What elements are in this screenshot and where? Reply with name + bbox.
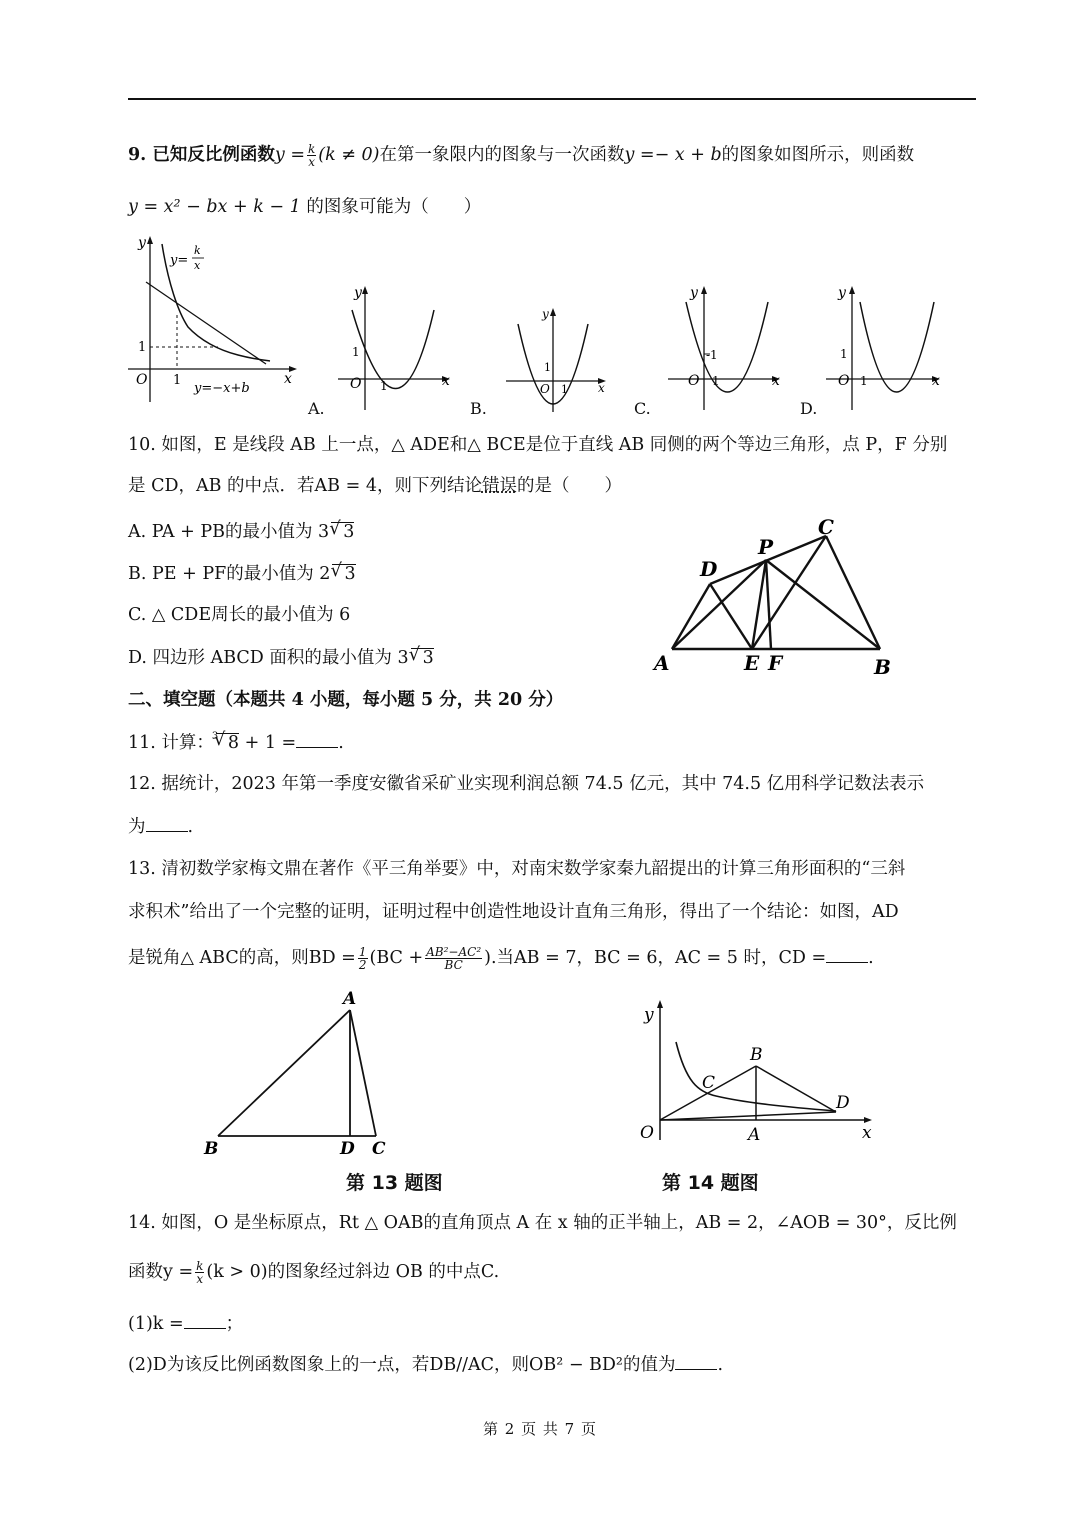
q14-part2 <box>128 1353 723 1377</box>
q9-b-y: y <box>542 307 549 321</box>
q11-cube-root <box>211 731 240 755</box>
q10-option-a-text: A. PA + PB的最小值为 3 <box>128 522 330 542</box>
q9-option-a-label: A. <box>308 399 325 418</box>
q9-main-tick-x: 1 <box>173 373 182 388</box>
q10-emphasis: 错误 <box>481 476 517 496</box>
q14-line2-prefix: 函数y = <box>128 1262 194 1282</box>
q11-prefix: 11. 计算： <box>128 733 214 753</box>
q9-c-one-x: 1 <box>712 374 720 388</box>
q13-figure <box>200 988 400 1158</box>
q14-label-d: D <box>836 1093 850 1113</box>
q11-suffix: + 1 = <box>239 733 297 753</box>
q10-option-d-radical: √ 3 <box>411 648 434 667</box>
q14-line2-suffix: (k > 0)的图象经过斜边 OB 的中点C. <box>206 1262 500 1282</box>
q9-middle: 在第一象限内的图象与一次函数 <box>379 145 625 165</box>
q14-label-x: x <box>862 1123 872 1143</box>
q11-answer-blank[interactable] <box>296 731 338 748</box>
q14-part1-prefix: (1)k = <box>128 1314 184 1334</box>
q14-line2 <box>128 1260 499 1285</box>
q14-figure-caption: 第 14 题图 <box>662 1172 759 1194</box>
q10-label-b: B <box>874 655 891 679</box>
q14-label-a: A <box>748 1125 761 1145</box>
q9-suffix: 的图象如图所示，则函数 <box>721 145 915 165</box>
q9-line1 <box>128 143 914 168</box>
q14-label-b: B <box>750 1045 763 1065</box>
q9-quad-func: y = x² − bx + k − 1 <box>128 197 301 217</box>
q9-b-o: O <box>540 382 550 396</box>
q13-line1: 13. 清初数学家梅文鼎在著作《平三角举要》中，对南宋数学家秦九韶提出的计算三角形面积的“三斜 <box>128 859 906 879</box>
q14-label-y: y <box>644 1005 654 1025</box>
q14-part2-prefix: (2)D为该反比例函数图象上的一点，若DB//AC，则OB² − BD²的值为 <box>128 1355 676 1375</box>
q9-a-one-y: 1 <box>352 345 360 359</box>
q14-part1 <box>128 1312 243 1336</box>
q9-main-line-label: y=−x+b <box>194 381 250 396</box>
q9-main-curve-den: x <box>194 259 201 272</box>
q9-main-figure <box>128 232 298 402</box>
q9-main-curve-num: k <box>194 244 201 257</box>
q12-end: . <box>187 817 194 837</box>
q10-label-a: A <box>654 651 670 675</box>
q9-b-one-x: 1 <box>561 383 568 396</box>
q10-label-c: C <box>818 515 834 539</box>
q11-end: . <box>338 733 344 753</box>
q13-half <box>358 946 368 971</box>
q13-frac-den: BC <box>444 958 463 972</box>
q10-option-d-text: D. 四边形 ABCD 面积的最小值为 3 <box>128 648 409 668</box>
q14-part1-end: ； <box>225 1314 244 1334</box>
q9-option-b-label: B. <box>470 399 487 418</box>
q9-c-neg-one: -1 <box>706 348 718 362</box>
q10-option-b <box>128 562 356 586</box>
q9-a-one-x: 1 <box>380 379 388 393</box>
q13-line3-prefix: 是锐角△ ABC的高，则BD = <box>128 948 356 968</box>
q10-option-c: C. △ CDE周长的最小值为 6 <box>128 605 351 625</box>
q14-frac-num: k <box>196 1259 204 1273</box>
q12-line2 <box>128 815 193 839</box>
q10-option-b-radical: √ 3 <box>332 564 355 583</box>
q10-option-b-text: B. PE + PF的最小值为 2 <box>128 564 331 584</box>
q13-label-c: C <box>372 1139 386 1159</box>
q13-label-a: A <box>343 989 357 1009</box>
q10-label-e: E <box>744 651 760 675</box>
q9-c-x: x <box>772 373 780 389</box>
q14-part2-end: . <box>717 1355 724 1375</box>
q10-label-p: P <box>758 535 774 559</box>
q12-prefix: 为 <box>128 817 146 837</box>
q9-a-x: x <box>442 373 450 389</box>
q14-part2-blank[interactable] <box>675 1353 717 1370</box>
q9-main-x-label: x <box>284 371 292 387</box>
q11-root-index: 3 <box>211 731 219 742</box>
q10-line2-prefix: 是 CD，AB 的中点．若AB = 4，则下列结论 <box>128 476 482 496</box>
q9-option-c-graph <box>668 282 788 412</box>
q9-cond: (k ≠ 0) <box>318 145 380 165</box>
q13-frac <box>425 946 482 971</box>
q13-end: . <box>868 948 874 968</box>
q10-label-d: D <box>700 557 718 581</box>
q9-frac-den: x <box>308 155 316 169</box>
q9-b-one-y: 1 <box>544 361 551 374</box>
q9-line2-suffix: 的图象可能为（ ） <box>300 197 482 217</box>
q14-frac <box>195 1260 204 1285</box>
q9-frac-num: k <box>308 142 316 156</box>
q14-label-c: C <box>702 1073 716 1093</box>
q13-line3 <box>128 946 874 971</box>
q9-main-origin: O <box>136 372 148 388</box>
q9-linear: y =− x + b <box>624 145 722 165</box>
q9-b-x: x <box>598 381 605 395</box>
q10-option-a-radical: √ 3 <box>331 522 354 541</box>
q9-d-o: O <box>838 373 850 389</box>
page-footer: 第 2 页 共 7 页 <box>483 1420 597 1438</box>
q13-figure-caption: 第 13 题图 <box>346 1172 443 1194</box>
q9-option-d-graph <box>826 282 946 412</box>
q14-line1: 14. 如图，O 是坐标原点，Rt △ OAB的直角顶点 A 在 x 轴的正半轴上，AB = 2，∠AOB = 30°，反比例 <box>128 1213 957 1233</box>
q13-half-den: 2 <box>358 958 367 972</box>
q13-close: ).当AB = 7，BC = 6，AC = 5 时，CD = <box>484 948 827 968</box>
q9-d-one-x: 1 <box>860 374 868 388</box>
q12-line1: 12. 据统计，2023 年第一季度安徽省采矿业实现利润总额 74.5 亿元，其中 74.5 亿用科学记数法表示 <box>128 774 925 794</box>
header-rule <box>128 98 976 100</box>
q13-half-num: 1 <box>358 945 367 959</box>
q10-line2 <box>128 474 622 498</box>
q10-line2-suffix: 的是（ ） <box>516 476 622 496</box>
q14-figure <box>636 992 886 1152</box>
q13-label-b: B <box>204 1139 219 1159</box>
q9-d-x: x <box>932 373 940 389</box>
q11-radicand: √ 8 <box>216 733 239 752</box>
q9-a-y: y <box>354 285 362 301</box>
q13-answer-blank[interactable] <box>826 946 868 963</box>
q14-label-o: O <box>640 1123 654 1143</box>
q9-d-one-y: 1 <box>840 347 848 361</box>
q10-figure <box>650 510 900 685</box>
q13-open: (BC + <box>369 948 424 968</box>
q9-func-y: y = <box>274 145 305 165</box>
q11-line <box>128 731 344 755</box>
q14-frac-den: x <box>196 1272 204 1286</box>
section-2-heading: 二、填空题（本题共 4 小题，每小题 5 分，共 20 分） <box>128 690 564 710</box>
q12-answer-blank[interactable] <box>146 815 188 832</box>
q13-label-d: D <box>340 1139 355 1159</box>
q9-option-b-graph <box>506 304 616 414</box>
q9-main-curve-label: y= <box>170 253 189 268</box>
q9-line2 <box>128 195 481 219</box>
q14-part1-blank[interactable] <box>184 1312 226 1329</box>
q13-frac-num: AB²−AC² <box>426 945 482 959</box>
q9-option-a-graph <box>338 282 458 412</box>
q9-main-y-label: y <box>138 235 146 251</box>
q10-line1: 10. 如图，E 是线段 AB 上一点，△ ADE和△ BCE是位于直线 AB 同侧的两个等边三角形，点 P，F 分别 <box>128 435 948 455</box>
q9-a-o: O <box>350 376 362 392</box>
q10-option-a <box>128 520 354 544</box>
q9-d-y: y <box>838 285 846 301</box>
q9-frac <box>307 143 316 168</box>
q9-main-tick-y: 1 <box>138 340 147 355</box>
q10-label-f: F <box>768 651 783 675</box>
q9-c-y: y <box>690 285 698 301</box>
q13-line2: 求积术”给出了一个完整的证明，证明过程中创造性地设计直角三角形，得出了一个结论：如图，AD <box>128 902 899 922</box>
q10-option-d <box>128 646 434 670</box>
q9-option-d-label: D. <box>800 399 818 418</box>
q9-c-o: O <box>688 373 700 389</box>
q9-option-c-label: C. <box>634 399 651 418</box>
q9-prefix: 9. 已知反比例函数 <box>128 145 275 165</box>
